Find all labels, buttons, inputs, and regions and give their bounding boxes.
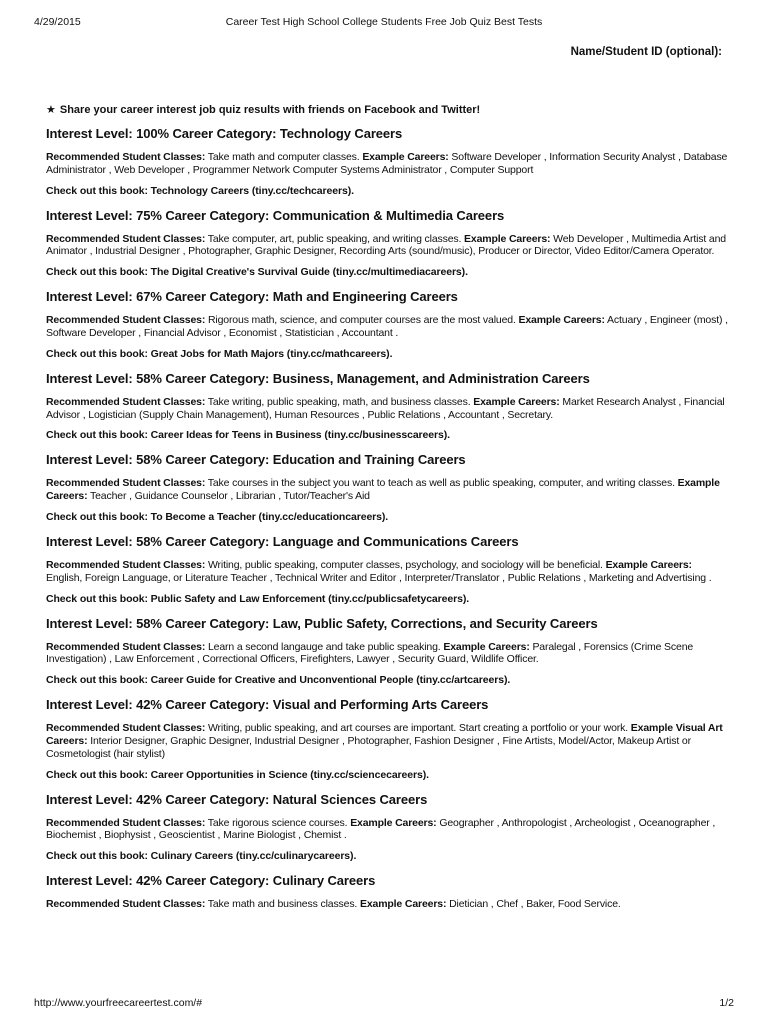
classes-label: Recommended Student Classes: [46,151,206,163]
careers-text: Actuary , Engineer (most) , Software Developer , Financial Advisor , Economist , Statistician , Accountant . [46,314,728,339]
career-body [46,151,730,177]
careers-label-part-a: Example [605,558,648,571]
classes-label: Recommended Student Classes: [46,722,206,735]
career-heading: Interest Level: 42% Career Category: Culinary Careers [46,873,376,889]
book-recommendation: Check out this book: Career Opportunities in Science (tiny.cc/sciencecareers). [46,768,429,781]
classes-label: Recommended Student Classes: [46,898,206,911]
career-heading: Interest Level: 58% Career Category: Education and Training Careers [46,452,466,468]
careers-label-part-b: Careers: [650,558,692,571]
career-heading: Interest Level: 58% Career Category: Business, Management, and Administration Careers [46,370,590,386]
career-heading: Interest Level: 42% Career Category: Visual and Performing Arts Careers [46,697,489,713]
career-body [46,559,730,585]
book-recommendation: Check out this book: The Digital Creative's Survival Guide (tiny.cc/multimediacareers). [46,266,468,279]
career-heading: Interest Level: 42% Career Category: Natural Sciences Careers [46,791,428,807]
classes-text: Rigorous math, science, and computer courses are the most valued. [207,314,516,327]
classes-label: Recommended Student Classes: [46,232,206,245]
classes-text: Writing, public speaking, computer classes, psychology, and sociology will be beneficial. [207,558,603,571]
careers-label: Example Careers: [359,898,447,911]
careers-text: Dietician , Chef , Baker, Food Service. [449,898,621,911]
footer-page-number: 1/2 [719,997,734,1009]
classes-text: Take writing, public speaking, math, and business classes. [207,395,471,408]
career-block [46,872,730,911]
classes-text: Take computer, art, public speaking, and writing classes. [207,232,462,245]
book-recommendation: Check out this book: Public Safety and Law Enforcement (tiny.cc/publicsafetycareers). [46,592,470,605]
careers-label: Example Careers: [518,314,605,327]
careers-label: Example Careers: [46,477,720,503]
print-footer [34,997,734,1010]
career-block [46,370,730,443]
careers-text: Web Developer , Multimedia Artist and Animator , Industrial Designer , Photographer, Graphic Designer, Recording Arts (sound/music), Producer or Director, Video Editor/Camera Operator. [46,232,726,258]
results-content [46,103,730,919]
classes-text: Take rigorous science courses. [207,816,348,829]
careers-label: Example Careers: [362,151,449,163]
visual-careers-label: Example Visual Art Careers: [46,722,723,747]
careers-text: Interior Designer, Graphic Designer, Industrial Designer , Photographer, Fashion Designer , Fine Artists, Model/Actor, Makeup Artist or Cosmetologist (hair stylist) [46,734,691,760]
classes-label: Recommended Student Classes: [46,558,206,571]
career-body [46,396,730,422]
share-text: Share your career interest job quiz results with friends on Facebook and Twitter! [59,104,481,116]
careers-label: Example Careers: [473,395,560,408]
classes-text: Take courses in the subject you want to teach as well as public speaking, computer, and writing classes. [207,477,675,490]
career-heading: Interest Level: 58% Career Category: Law, Public Safety, Corrections, and Security Careers [46,615,598,631]
career-heading: Interest Level: 67% Career Category: Math and Engineering Careers [46,289,458,305]
book-recommendation: Check out this book: Technology Careers (tiny.cc/techcareers). [46,184,354,197]
career-body [46,898,730,911]
classes-text: Writing, public speaking, and art courses are important. Start creating a portfolio or your work. [207,722,629,735]
career-block [46,533,730,606]
careers-text: Geographer , Anthropologist , Archeologist , Oceanographer , Biochemist , Biophysist , Geoscientist , Marine Biologist , Chemist . [46,816,716,842]
career-heading: Interest Level: 58% Career Category: Language and Communications Careers [46,533,519,549]
career-block [46,791,730,864]
classes-label: Recommended Student Classes: [46,816,206,829]
classes-label: Recommended Student Classes: [46,477,206,490]
career-body [46,233,730,259]
classes-text: Take math and computer classes. [207,151,360,163]
book-recommendation: Check out this book: Great Jobs for Math Majors (tiny.cc/mathcareers). [46,347,393,360]
book-recommendation: Check out this book: Career Guide for Creative and Unconventional People (tiny.cc/artcareers). [46,674,511,687]
careers-text: Software Developer , Information Security Analyst , Database Administrator , Web Developer , Programmer Network Computer Systems Administrator , Computer Support [46,151,728,176]
career-body [46,641,730,667]
career-block [46,125,730,198]
footer-url[interactable]: http://www.yourfreecareertest.com/# [34,997,203,1009]
careers-label: Example Careers: [443,640,530,653]
classes-label: Recommended Student Classes: [46,395,206,408]
print-title: Career Test High School College Students Free Job Quiz Best Tests [225,16,543,28]
career-body [46,722,730,760]
book-recommendation: Check out this book: To Become a Teacher (tiny.cc/educationcareers). [46,510,389,523]
career-block [46,451,730,524]
careers-text: Paralegal , Forensics (Crime Scene Investigation) , Law Enforcement , Correctional Officers, Firefighters, Lawyer , Security Guard, Wildlife Officer. [46,640,694,666]
career-block [46,207,730,280]
career-block [46,615,730,688]
career-heading: Interest Level: 100% Career Category: Technology Careers [46,126,403,141]
share-line [46,103,730,116]
star-icon: ★ [46,104,56,116]
name-student-id-field: Name/Student ID (optional): [570,46,722,58]
classes-text: Take math and business classes. [207,898,358,911]
career-body [46,477,730,503]
book-recommendation: Check out this book: Career Ideas for Teens in Business (tiny.cc/businesscareers). [46,429,450,442]
careers-label: Example Careers: [350,816,437,829]
print-header [34,16,734,30]
careers-text: Market Research Analyst , Financial Advisor , Logistician (Supply Chain Management), Human Resources , Public Relations , Accountant , Secretary. [46,395,725,421]
career-block [46,696,730,781]
book-recommendation: Check out this book: Culinary Careers (tiny.cc/culinarycareers). [46,850,357,863]
career-heading: Interest Level: 75% Career Category: Communication & Multimedia Careers [46,207,505,223]
careers-label: Example Careers: [464,232,551,245]
careers-text: Teacher , Guidance Counselor , Librarian , Tutor/Teacher's Aid [90,490,370,503]
career-block [46,288,730,361]
classes-label: Recommended Student Classes: [46,314,206,327]
careers-text: English, Foreign Language, or Literature Teacher , Technical Writer and Editor , Interpreter/Translator , Public Relations , Marketing and Advertising . [46,571,712,584]
print-date: 4/29/2015 [34,16,81,28]
career-body [46,817,730,843]
career-body [46,314,730,340]
classes-label: Recommended Student Classes: [46,640,206,653]
classes-text: Learn a second langauge and take public speaking. [207,640,441,653]
